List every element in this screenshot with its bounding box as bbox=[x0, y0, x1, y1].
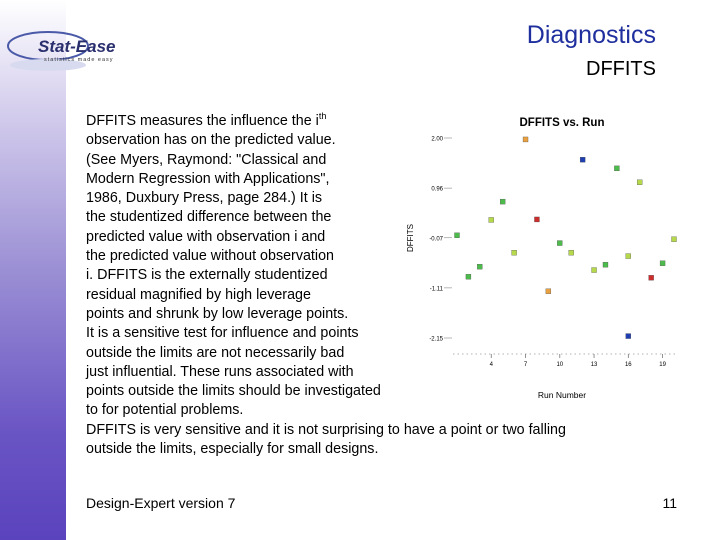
x-axis-label: Run Number bbox=[537, 390, 587, 400]
body-line: outside the limits, especially for small designs. bbox=[86, 441, 379, 458]
body-line: (See Myers, Raymond: "Classical and bbox=[86, 151, 327, 168]
body-line: 1986, Duxbury Press, page 284.) It is bbox=[86, 190, 323, 207]
data-point bbox=[500, 199, 505, 204]
stat-ease-logo bbox=[4, 24, 136, 76]
body-line: points outside the limits should be investigated bbox=[86, 383, 381, 400]
slide-title: Diagnostics bbox=[526, 21, 656, 49]
x-tick-label: 19 bbox=[659, 362, 666, 368]
y-tick-label: 0.96 bbox=[431, 186, 443, 193]
body-line: just influential. These runs associated with bbox=[86, 363, 354, 380]
body-line: DFFITS is very sensitive and it is not surprising to have a point or two falling bbox=[86, 421, 566, 438]
data-point bbox=[580, 157, 585, 162]
data-point bbox=[626, 334, 631, 339]
body-line: the studentized difference between the bbox=[86, 209, 332, 226]
footer-version: Design-Expert version 7 bbox=[86, 495, 236, 511]
chart-title: DFFITS vs. Run bbox=[519, 117, 605, 129]
data-point bbox=[637, 180, 642, 185]
logo-brand: Stat-Ease bbox=[38, 37, 116, 56]
data-point bbox=[672, 237, 677, 242]
data-point bbox=[489, 217, 494, 222]
body-line: residual magnified by high leverage bbox=[86, 286, 311, 303]
y-tick-label: -1.11 bbox=[429, 286, 443, 293]
data-point bbox=[603, 262, 608, 267]
body-line: predicted value with observation i and bbox=[86, 228, 326, 245]
y-tick-label: -2.15 bbox=[429, 336, 443, 343]
body-line: to for potential problems. bbox=[86, 402, 244, 419]
body-line: It is a sensitive test for influence and points bbox=[86, 325, 359, 342]
slide-subtitle: DFFITS bbox=[586, 58, 656, 80]
data-point bbox=[466, 274, 471, 279]
data-point bbox=[512, 250, 517, 255]
body-line: outside the limits are not necessarily bad bbox=[86, 344, 345, 361]
body-line-start: DFFITS measures the influence the i bbox=[86, 113, 319, 129]
slide-sidebar-gradient bbox=[0, 0, 66, 540]
data-point bbox=[477, 264, 482, 269]
data-point bbox=[455, 233, 460, 238]
x-tick-label: 7 bbox=[523, 362, 528, 368]
data-point bbox=[592, 268, 597, 273]
data-point bbox=[649, 275, 654, 280]
data-point bbox=[614, 166, 619, 171]
dffits-chart bbox=[402, 108, 702, 408]
x-tick-label: 13 bbox=[590, 362, 598, 368]
data-point bbox=[626, 254, 631, 259]
data-point bbox=[557, 241, 562, 246]
data-point bbox=[546, 289, 551, 294]
data-point bbox=[660, 261, 665, 266]
body-line: points and shrunk by low leverage points. bbox=[86, 305, 349, 322]
x-tick-label: 4 bbox=[489, 362, 493, 368]
y-tick-label: 2.00 bbox=[431, 136, 443, 143]
data-point bbox=[523, 137, 528, 142]
data-point bbox=[569, 250, 574, 255]
y-axis-label: DFFITS bbox=[406, 224, 415, 252]
data-point bbox=[534, 217, 539, 222]
body-line: the predicted value without observation bbox=[86, 248, 334, 265]
body-line: observation has on the predicted value. bbox=[86, 132, 336, 149]
logo-tagline: statistics made easy bbox=[44, 57, 114, 63]
x-tick-label: 16 bbox=[624, 362, 632, 368]
y-tick-label: -0.07 bbox=[429, 236, 443, 243]
body-line: i. DFFITS is the externally studentized bbox=[86, 267, 328, 284]
page-number: 11 bbox=[662, 495, 677, 511]
superscript-th: th bbox=[318, 111, 327, 122]
body-line: Modern Regression with Applications", bbox=[86, 170, 330, 187]
x-tick-label: 10 bbox=[556, 362, 564, 368]
